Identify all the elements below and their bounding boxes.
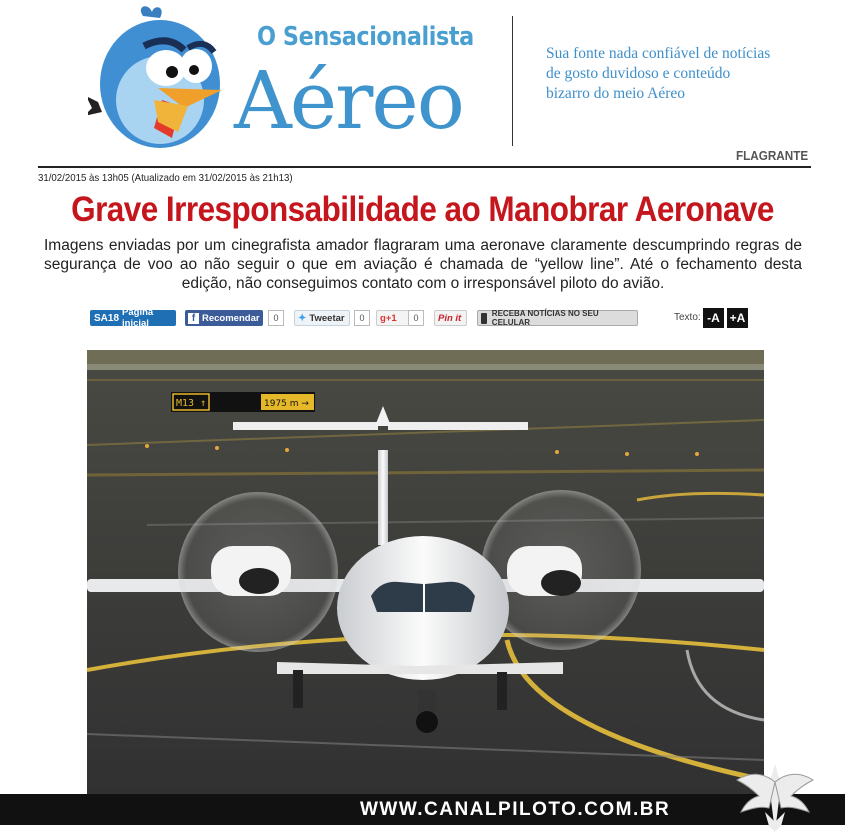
twitter-bird-icon: ✦ xyxy=(298,312,307,324)
text-size-label: Texto: xyxy=(674,312,701,323)
share-bar xyxy=(90,308,760,328)
article-lead: Imagens enviadas por um cinegrafista amador flagraram uma aeronave claramente descumprindo regras de segurança de voo ao não seguir o que em aviação é chamada de “yellow line”. Até o fechamento desta edição, não conseguimos contato com o irresponsável piloto do avião. xyxy=(44,237,802,292)
cellphone-icon xyxy=(481,313,487,324)
tweet-button[interactable] xyxy=(294,310,350,326)
font-decrease-button[interactable]: -A xyxy=(703,308,724,328)
taxiway-sign xyxy=(171,392,315,412)
cartoon-bird-icon xyxy=(88,4,228,154)
category-label[interactable]: FLAGRANTE xyxy=(735,148,808,163)
twitter-count: 0 xyxy=(354,310,370,326)
article-photo xyxy=(87,350,764,794)
facebook-recommend-button[interactable] xyxy=(185,310,263,326)
taxiway-sign-left: M13 ↑ xyxy=(176,398,207,409)
footer-url-link[interactable]: WWW.CANALPILOTO.COM.BR xyxy=(360,799,671,820)
airplane-taxiing-image xyxy=(87,350,764,794)
facebook-icon: f xyxy=(188,313,199,324)
homepage-label: Página inicial xyxy=(122,307,154,329)
site-name-main[interactable]: Aéreo xyxy=(234,54,463,147)
gplus-button[interactable]: g+1 xyxy=(376,310,411,326)
header-rule xyxy=(38,166,811,168)
facebook-label: Recomendar xyxy=(202,312,260,324)
pinterest-button[interactable]: Pin it xyxy=(434,310,467,326)
mobile-news-button[interactable] xyxy=(477,310,638,326)
facebook-count: 0 xyxy=(268,310,284,326)
mobile-news-label: RECEBA NOTÍCIAS NO SEU CELULAR xyxy=(491,309,599,327)
eagle-emblem-icon xyxy=(735,762,815,834)
site-tagline: Sua fonte nada confiável de notícias de gosto duvidoso e conteúdo bizarro do meio Aéreo xyxy=(546,45,771,102)
homepage-button[interactable] xyxy=(90,307,176,329)
site-header xyxy=(0,0,845,165)
gplus-count: 0 xyxy=(408,310,424,326)
site-name-top[interactable]: O Sensacionalista xyxy=(257,22,474,52)
sa18-badge: SA18 xyxy=(94,312,120,324)
font-increase-button[interactable]: +A xyxy=(727,308,748,328)
taxiway-sign-right: 1975 m → xyxy=(264,399,309,409)
header-divider xyxy=(512,16,513,146)
article-dateline: 31/02/2015 às 13h05 (Atualizado em 31/02/2015 às 21h13) xyxy=(38,172,293,184)
article-headline: Grave Irresponsabilidade ao Manobrar Aeronave xyxy=(71,190,774,229)
tweet-label: Tweetar xyxy=(309,312,345,324)
